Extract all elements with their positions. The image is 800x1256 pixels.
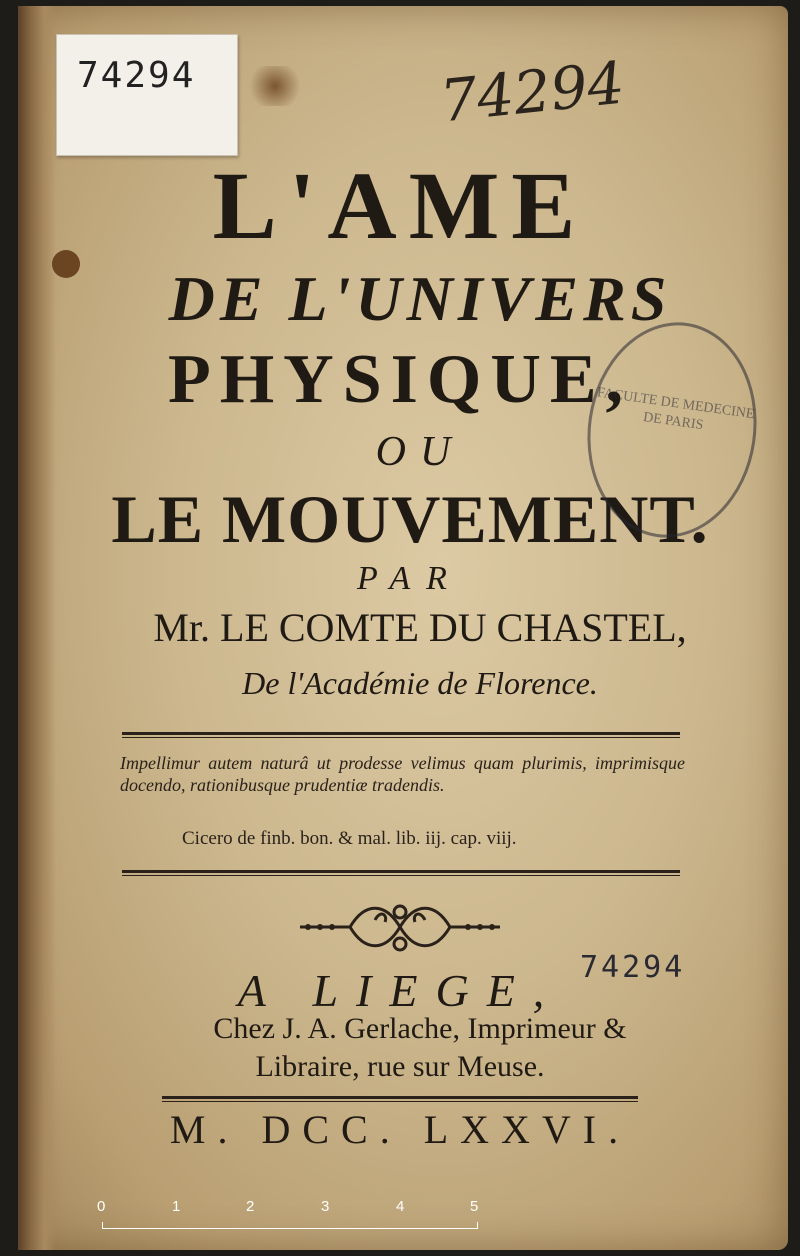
author-name: Mr. LE COMTE DU CHASTEL, [153, 605, 687, 650]
printer-ornament [290, 892, 510, 962]
author-par: PAR [357, 560, 463, 597]
title-line-4: OU [375, 429, 465, 475]
imprint-year: M. DCC. LXXVI. [169, 1107, 631, 1152]
title-line-2: DE L'UNIVERS [168, 263, 672, 334]
library-label [56, 34, 238, 156]
measurement-scale [97, 1198, 480, 1238]
imprint-printer: Chez J. A. Gerlache, Imprimeur & [213, 1012, 627, 1045]
title-line-1: L'AME [212, 152, 588, 259]
handwritten-number: 74294 [436, 48, 628, 136]
scale-label: 3 [321, 1198, 330, 1215]
label-number: 74294 [77, 55, 196, 96]
divider [162, 1096, 638, 1102]
stamped-number: 74294 [580, 950, 686, 985]
stain [245, 66, 305, 106]
author-affiliation: De l'Académie de Florence. [242, 665, 598, 701]
scale-label: 0 [97, 1198, 106, 1215]
title-line-5: LE MOUVEMENT. [111, 481, 709, 557]
divider [122, 870, 680, 876]
title-line-3: PHYSIQUE, [167, 341, 633, 418]
epigraph-citation: Cicero de finb. bon. & mal. lib. iij. cap. viij. [182, 828, 517, 849]
scale-bar [102, 1222, 478, 1229]
divider [122, 732, 680, 738]
scale-label: 1 [172, 1198, 181, 1215]
scale-label: 4 [396, 1198, 405, 1215]
scale-label: 2 [246, 1198, 255, 1215]
scale-label: 5 [470, 1198, 479, 1215]
epigraph-text: Impellimur autem naturâ ut prodesse velimus quam plurimis, imprimisque docendo, rationibusque prudentiæ tradendis. [120, 753, 685, 795]
imprint-place: A LIEGE, [237, 965, 563, 1016]
imprint-street: Libraire, rue sur Meuse. [255, 1050, 545, 1083]
stamp-text: FACULTE DE MEDECINE DE PARIS [596, 385, 756, 434]
